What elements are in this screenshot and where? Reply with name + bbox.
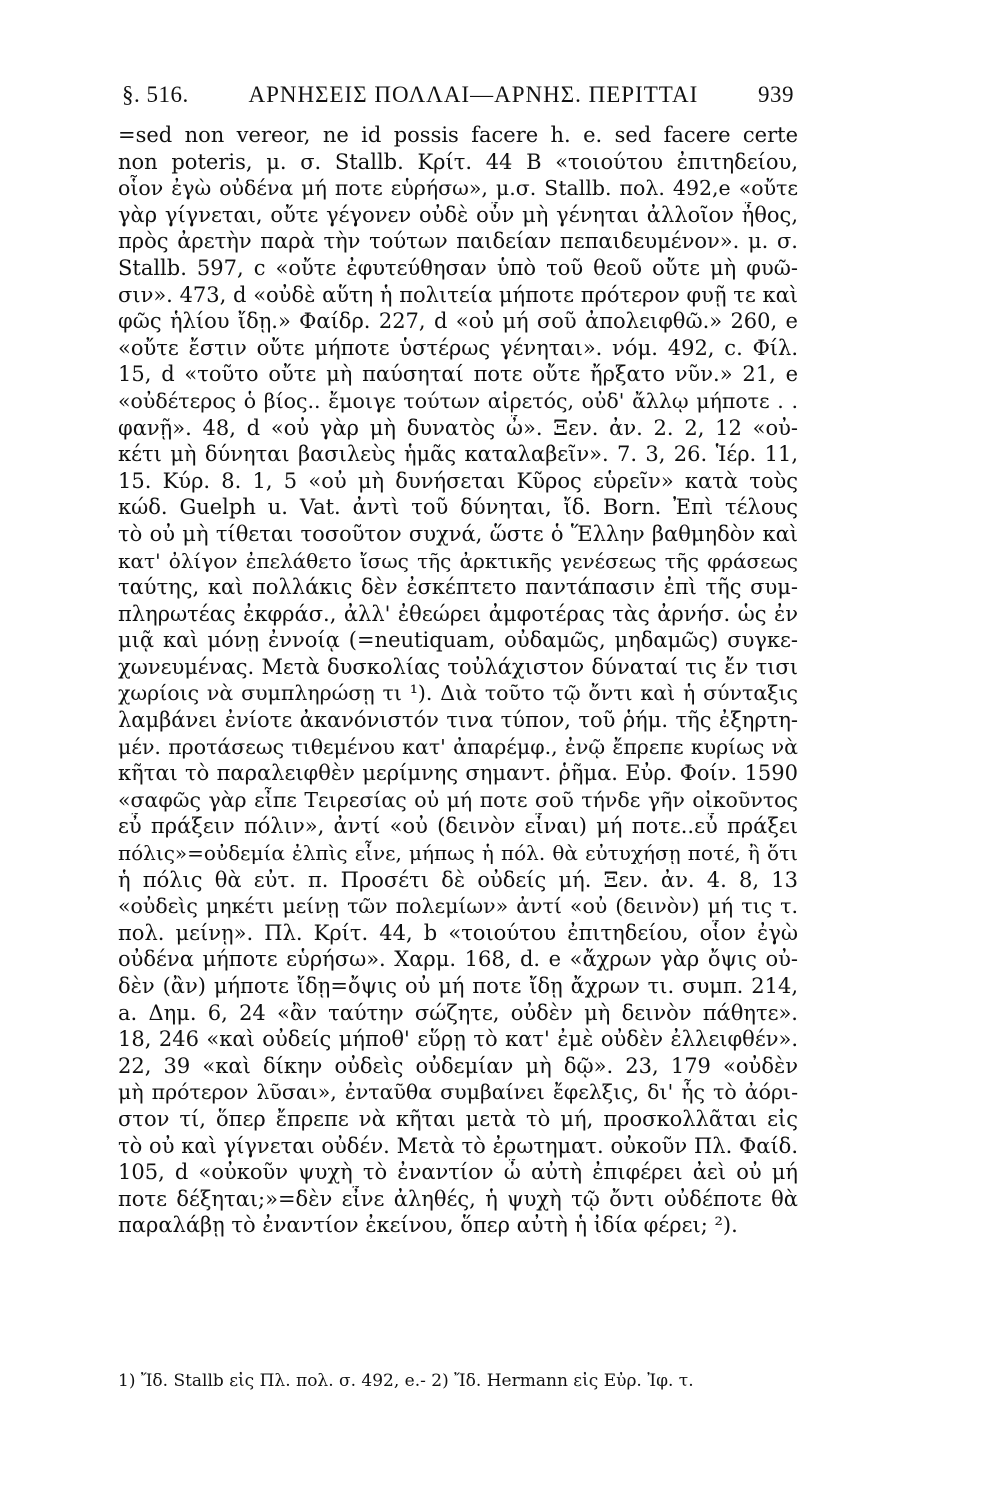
text-line: «οὐδέτερος ὁ βίος.. ἔμοιγε τούτων αἱρετός, οὐδ' ἄλλῳ μήποτε . .	[118, 388, 798, 413]
text-line: τὸ οὐ καὶ γίγνεται οὐδέν. Μετὰ τὸ ἐρωτηματ. οὐκοῦν Πλ. Φαίδ.	[118, 1133, 798, 1158]
body-text	[118, 122, 798, 1239]
text-line: λαμβάνει ἐνίοτε ἀκανόνιστόν τινα τύπον, τοῦ ῥήμ. τῆς ἐξηρτη-	[118, 708, 798, 733]
section-number: §. 516.	[122, 82, 189, 107]
text-line: non poteris, μ. σ. Stallb. Κρίτ. 44 B «τοιούτου ἐπιτηδείου,	[118, 149, 798, 174]
running-title: ΑΡΝΗΣΕΙΣ ΠΟΛΛΑΙ—ΑΡΝΗΣ. ΠΕΡΙΤΤΑΙ	[248, 82, 699, 107]
text-line: οὐδένα μήποτε εὑρήσω». Χαρμ. 168, d. e «ἄχρων γὰρ ὄψις οὐ-	[118, 947, 798, 972]
text-line: πρὸς ἀρετὴν παρὰ τὴν τούτων παιδείαν πεπαιδευμένον». μ. σ.	[118, 229, 798, 254]
text-line: ταύτης, καὶ πολλάκις δὲν ἐσκέπτετο παντάπασιν ἐπὶ τῆς συμ-	[118, 575, 798, 600]
text-line: 15. Κύρ. 8. 1, 5 «οὐ μὴ δυνήσεται Κῦρος εὑρεῖν» κατὰ τοὺς	[118, 468, 798, 493]
text-line: πολ. μείνῃ». Πλ. Κρίτ. 44, b «τοιούτου ἐπιτηδείου, οἷον ἐγὼ	[118, 920, 798, 945]
text-line: παραλάβῃ τὸ ἐναντίον ἐκείνου, ὅπερ αὐτὴ ἡ ἰδία φέρει; ²).	[118, 1213, 738, 1238]
text-line: Stallb. 597, c «οὔτε ἐφυτεύθησαν ὑπὸ τοῦ θεοῦ οὔτε μὴ φυῶ-	[118, 255, 798, 280]
text-line: εὖ πράξειν πόλιν», ἀντί «οὐ (δεινὸν εἶναι) μή ποτε..εὖ πράξει	[118, 814, 798, 839]
text-line: πόλις»=οὐδεμία ἐλπὶς εἶνε, μήπως ἡ πόλ. θὰ εὐτυχήσῃ ποτέ, ἢ ὅτι	[118, 841, 798, 866]
text-line: τὸ οὐ μὴ τίθεται τοσοῦτον συχνά, ὥστε ὁ Ἕλλην βαθμηδὸν καὶ	[118, 521, 798, 546]
text-line: ἡ πόλις θὰ εὐτ. π. Προσέτι δὲ οὐδείς μή. Ξεν. ἀν. 4. 8, 13	[118, 867, 798, 892]
text-line: σιν». 473, d «οὐδὲ αὕτη ἡ πολιτεία μήποτε πρότερον φυῇ τε καὶ	[118, 282, 798, 307]
text-line: κώδ. Guelph u. Vat. ἀντὶ τοῦ δύνηται, ἴδ. Born. Ἐπὶ τέλους	[118, 495, 798, 520]
text-line: 18, 246 «καὶ οὐδείς μήποθ' εὕρῃ τὸ κατ' ἐμὲ οὐδὲν ἐλλειφθέν».	[118, 1027, 798, 1052]
text-line: κατ' ὀλίγον ἐπελάθετο ἴσως τῆς ἀρκτικῆς γενέσεως τῆς φράσεως	[118, 548, 798, 573]
text-line: a. Δημ. 6, 24 «ἂν ταύτην σώζητε, οὐδὲν μὴ δεινὸν πάθητε».	[118, 1000, 798, 1025]
footnotes: 1) Ἴδ. Stallb εἰς Πλ. πολ. σ. 492, e.- 2) Ἴδ. Hermann εἰς Εὐρ. Ἰφ. τ.	[118, 1371, 694, 1391]
text-line: «σαφῶς γὰρ εἶπε Τειρεσίας οὐ μή ποτε σοῦ τήνδε γῆν οἰκοῦντος	[118, 787, 798, 812]
text-line: μέν. προτάσεως τιθεμένου κατ' ἀπαρέμφ., ἐνῷ ἔπρεπε κυρίως νὰ	[118, 734, 798, 759]
text-line: 105, d «οὐκοῦν ψυχὴ τὸ ἐναντίον ὦ αὐτὴ ἐπιφέρει ἀεὶ οὐ μή	[118, 1160, 798, 1185]
text-line: φῶς ἡλίου ἴδῃ.» Φαίδρ. 227, d «οὐ μή σοῦ ἀπολειφθῶ.» 260, e	[118, 309, 798, 334]
text-line: οἷον ἐγὼ οὐδένα μή ποτε εὑρήσω», μ.σ. Stallb. πολ. 492,e «οὔτε	[118, 176, 798, 201]
text-line: «οὐδεὶς μηκέτι μείνῃ τῶν πολεμίων» ἀντί «οὐ (δεινὸν) μή τις τ.	[118, 894, 798, 919]
text-line: μὴ πρότερον λῦσαι», ἐνταῦθα συμβαίνει ἔφελξις, δι' ἧς τὸ ἀόρι-	[118, 1080, 798, 1105]
text-line: ποτε δέξηται;»=δὲν εἶνε ἀληθές, ἡ ψυχὴ τῷ ὄντι οὐδέποτε θὰ	[118, 1186, 798, 1211]
text-line: =sed non vereor, ne id possis facere h. e. sed facere certe	[118, 123, 798, 147]
text-line: φανῇ». 48, d «οὐ γὰρ μὴ δυνατὸς ὦ». Ξεν. ἀν. 2. 2, 12 «οὐ-	[118, 415, 798, 440]
text-line: «οὔτε ἔστιν οὔτε μήποτε ὑστέρως γένηται». νόμ. 492, c. Φίλ.	[118, 335, 798, 360]
text-line: χωνευμένας. Μετὰ δυσκολίας τοὐλάχιστον δύναταί τις ἔν τισι	[118, 654, 798, 679]
text-line: κέτι μὴ δύνηται βασιλεὺς ἡμᾶς καταλαβεῖν». 7. 3, 26. Ἱέρ. 11,	[118, 442, 798, 467]
text-line: γὰρ γίγνεται, οὔτε γέγονεν οὐδὲ οὖν μὴ γένηται ἀλλοῖον ἦθος,	[118, 202, 798, 227]
text-line: 15, d «τοῦτο οὔτε μὴ παύσηταί ποτε οὔτε ἤρξατο νῦν.» 21, e	[118, 362, 798, 387]
text-line: μιᾷ καὶ μόνῃ ἐννοίᾳ (=neutiquam, οὐδαμῶς, μηδαμῶς) συγκε-	[118, 628, 798, 653]
text-line: δὲν (ἂν) μήποτε ἴδῃ=ὄψις οὐ μή ποτε ἴδῃ ἄχρων τι. συμπ. 214,	[118, 974, 798, 998]
running-header	[122, 82, 794, 116]
text-line: χωρίοις νὰ συμπληρώσῃ τι ¹). Διὰ τοῦτο τῷ ὄντι καὶ ἡ σύνταξις	[118, 681, 798, 706]
text-line: 22, 39 «καὶ δίκην οὐδεὶς οὐδεμίαν μὴ δῷ». 23, 179 «οὐδὲν	[118, 1053, 798, 1078]
text-line: πληρωτέας ἐκφράσ., ἀλλ' ἐθεώρει ἀμφοτέρας τὰς ἀρνήσ. ὡς ἐν	[118, 601, 798, 626]
text-line: στον τί, ὅπερ ἔπρεπε νὰ κῆται μετὰ τὸ μή, προσκολλᾶται εἰς	[118, 1106, 798, 1131]
page-number: 939	[758, 82, 794, 107]
text-line: κῆται τὸ παραλειφθὲν μερίμνης σημαντ. ῥῆμα. Εὐρ. Φοίν. 1590	[118, 761, 798, 786]
